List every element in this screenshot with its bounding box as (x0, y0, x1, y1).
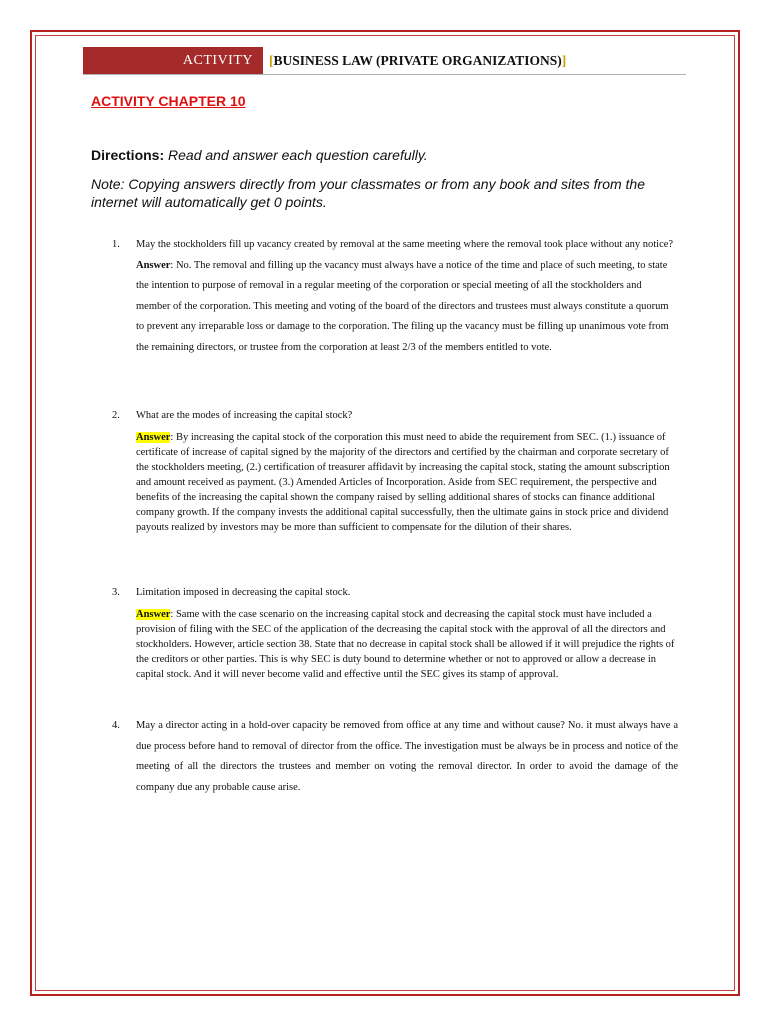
answer-text: : By increasing the capital stock of the corporation this must need to abide the requirement from SEC. (1.) issuance of certificate of increase of capital signed by the majority of the directors and certified by the chairman and corporate secretary of the stockholders meeting, (2.) certification of treasurer affidavit by increasing the capital stock, stating the amount subscription and amount received as payment. (3.) Amended Articles of Incorporation. Aside from SEC requirement, the perspective and benefits of the increasing the capital shown the company raised by selling additional shares of stocks can finance additional company growth. If the company invests the additional capital successfully, then the ultimate gains in stock price and dividend payouts realized by investors may be more than sufficient to compensate for the dilution of their shares. (136, 432, 670, 533)
document-header (83, 47, 686, 75)
answer-text: No. it must always have a due process before hand to removal of director from the office. The investigation must be always be in process and notice of the meeting of all the directors the trustees and member on voting the removal director. In order to avoid the damage of the company due any probable cause arise. (136, 720, 679, 793)
bracket-open: [ (269, 53, 274, 68)
course-title (269, 47, 566, 74)
answer-text: : No. The removal and filling up the vacancy must always have a notice of the time and place of such meeting, to state the intention to purpose of removal in a regular meeting of the corporation or special meeting of all the stockholders and member of the corporation. This meeting and voting of the board of the directors and trustees must always constitute a quorum to prevent any irreparable loss or damage to the corporation. The filing up the vacancy must be filling up unanimous vote from the remaining directors, or trustee from the corporation at least 2/3 of the members entitled to vote. (136, 259, 669, 353)
question-number: 3. (112, 587, 120, 598)
answer-text: : Same with the case scenario on the increasing capital stock and decreasing the capital stock must have included a provision of filing with the SEC of the application of the decreasing the capital stock with the approval of all the directors and stockholders. However, article section 38. State that no decrease in capital stock shall be allowed if it will prejudice the rights of the creditors or other parties. This is why SEC is duty bound to determine whether or not to approved or allow a decrease in capital stock. And it will never become valid and effective until the SEC gives its stamp of approval. (136, 609, 675, 680)
answer-label: Answer (136, 432, 171, 443)
directions-text: Read and answer each question carefully. (168, 147, 428, 163)
chapter-title: ACTIVITY CHAPTER 10 (91, 93, 246, 109)
question-number: 1. (112, 239, 120, 250)
question-number: 4. (112, 720, 120, 731)
directions (91, 147, 428, 163)
question-text: May the stockholders fill up vacancy created by removal at the same meeting where the removal took place without any notice? (136, 239, 674, 250)
answer-label: Answer (136, 259, 171, 271)
question-number: 2. (112, 410, 120, 421)
note: Note: Copying answers directly from your classmates or from any book and sites from the internet will automatically get 0 points. (91, 176, 645, 210)
bracket-close: ] (561, 53, 567, 68)
question-text: May a director acting in a hold-over capacity be removed from office at any time and without cause? (136, 720, 565, 731)
course-title-text: BUSINESS LAW (PRIVATE ORGANIZATIONS) (273, 53, 562, 68)
question-text: Limitation imposed in decreasing the capital stock. (136, 587, 351, 598)
activity-tag: ACTIVITY (83, 47, 263, 74)
question-text: What are the modes of increasing the capital stock? (136, 410, 353, 421)
answer-label: Answer (136, 609, 171, 620)
directions-label: Directions: (91, 147, 165, 163)
